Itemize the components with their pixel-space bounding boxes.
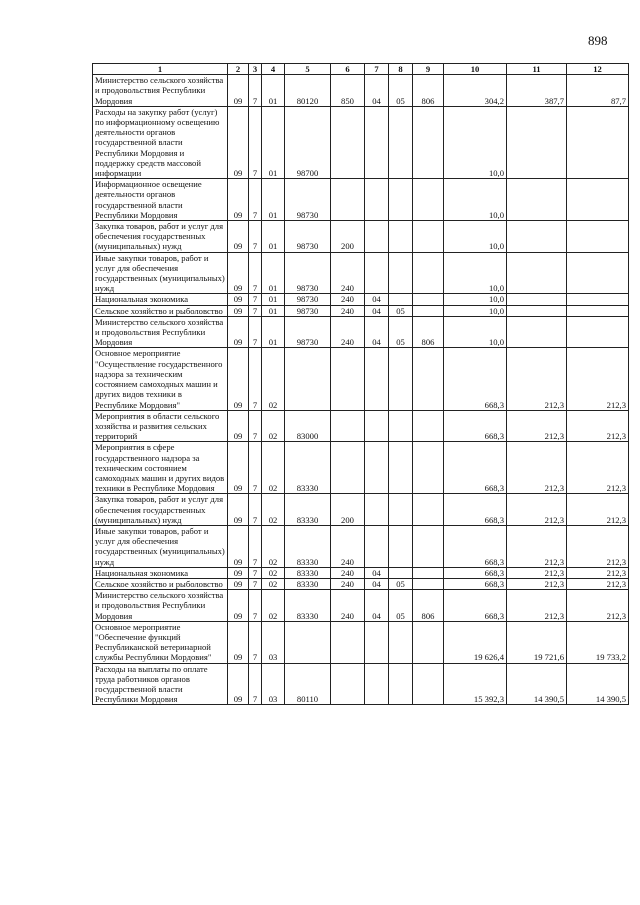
section-cell	[365, 410, 389, 442]
subprogram-cell: 01	[262, 305, 285, 316]
amount-cell: 304,2	[444, 75, 507, 107]
target-article-cell	[285, 348, 331, 410]
expense-type-cell: 240	[331, 567, 365, 578]
target-article-cell: 83330	[285, 567, 331, 578]
expense-type-cell	[331, 621, 365, 663]
subsection-cell: 05	[389, 590, 413, 622]
row-name-cell: Национальная экономика	[93, 567, 228, 578]
program-cell: 7	[249, 410, 262, 442]
program-cell: 7	[249, 578, 262, 589]
section-cell: 04	[365, 305, 389, 316]
amount-cell: 668,3	[444, 578, 507, 589]
expense-type-cell	[331, 663, 365, 705]
kvsr-cell: 09	[228, 442, 249, 494]
amount-cell	[507, 106, 567, 178]
amount-cell	[567, 305, 629, 316]
row-name-cell: Сельское хозяйство и рыболовство	[93, 578, 228, 589]
target-article-cell: 80120	[285, 75, 331, 107]
kvsr-cell: 09	[228, 75, 249, 107]
amount-cell: 14 390,5	[567, 663, 629, 705]
subsection-cell	[389, 567, 413, 578]
expense-type-cell: 240	[331, 252, 365, 294]
subprogram-cell: 03	[262, 663, 285, 705]
table-row	[93, 252, 629, 294]
row-name-cell: Мероприятия в области сельского хозяйства и развития сельских территорий	[93, 410, 228, 442]
subsection-cell	[389, 221, 413, 253]
subprogram-cell: 01	[262, 106, 285, 178]
table-row	[93, 621, 629, 663]
expense-type-cell	[331, 348, 365, 410]
subsection-cell	[389, 410, 413, 442]
section-cell	[365, 221, 389, 253]
expense-type-cell	[331, 442, 365, 494]
amount-cell	[567, 316, 629, 348]
amount-cell: 212,3	[567, 590, 629, 622]
table-row	[93, 106, 629, 178]
program-cell: 7	[249, 179, 262, 221]
kvsr-cell: 09	[228, 252, 249, 294]
header-cell: 10	[444, 64, 507, 75]
grbs-cell	[413, 442, 444, 494]
target-article-cell: 80110	[285, 663, 331, 705]
grbs-cell	[413, 179, 444, 221]
grbs-cell	[413, 578, 444, 589]
amount-cell: 10,0	[444, 305, 507, 316]
target-article-cell: 83000	[285, 410, 331, 442]
program-cell: 7	[249, 567, 262, 578]
expense-type-cell: 240	[331, 525, 365, 567]
expense-type-cell: 200	[331, 494, 365, 526]
program-cell: 7	[249, 106, 262, 178]
amount-cell: 212,3	[567, 348, 629, 410]
target-article-cell: 83330	[285, 590, 331, 622]
table-row	[93, 442, 629, 494]
subsection-cell: 05	[389, 305, 413, 316]
amount-cell	[567, 294, 629, 305]
amount-cell	[507, 305, 567, 316]
amount-cell: 387,7	[507, 75, 567, 107]
table-row	[93, 663, 629, 705]
program-cell: 7	[249, 305, 262, 316]
amount-cell: 212,3	[567, 578, 629, 589]
row-name-cell: Национальная экономика	[93, 294, 228, 305]
row-name-cell: Расходы на закупку работ (услуг) по информационному освещению деятельности органов государственной власти Республики Мордовия и поддержку средств массовой информации	[93, 106, 228, 178]
expense-type-cell	[331, 106, 365, 178]
program-cell: 7	[249, 316, 262, 348]
amount-cell	[567, 179, 629, 221]
grbs-cell	[413, 221, 444, 253]
row-name-cell: Основное мероприятие "Обеспечение функций Республиканской ветеринарной службы Республики Мордовия"	[93, 621, 228, 663]
subprogram-cell: 02	[262, 348, 285, 410]
grbs-cell	[413, 621, 444, 663]
grbs-cell	[413, 567, 444, 578]
target-article-cell: 83330	[285, 525, 331, 567]
program-cell: 7	[249, 75, 262, 107]
amount-cell: 212,3	[567, 494, 629, 526]
grbs-cell: 806	[413, 75, 444, 107]
amount-cell	[567, 221, 629, 253]
header-cell: 2	[228, 64, 249, 75]
header-cell: 3	[249, 64, 262, 75]
subprogram-cell: 02	[262, 525, 285, 567]
subsection-cell	[389, 663, 413, 705]
grbs-cell	[413, 305, 444, 316]
expense-type-cell: 240	[331, 590, 365, 622]
amount-cell	[507, 179, 567, 221]
amount-cell: 668,3	[444, 410, 507, 442]
table-row	[93, 75, 629, 107]
amount-cell: 10,0	[444, 316, 507, 348]
header-cell: 1	[93, 64, 228, 75]
amount-cell: 19 626,4	[444, 621, 507, 663]
kvsr-cell: 09	[228, 567, 249, 578]
header-cell: 7	[365, 64, 389, 75]
subprogram-cell: 02	[262, 590, 285, 622]
row-name-cell: Министерство сельского хозяйства и продовольствия Республики Мордовия	[93, 590, 228, 622]
program-cell: 7	[249, 252, 262, 294]
header-cell: 6	[331, 64, 365, 75]
amount-cell: 10,0	[444, 294, 507, 305]
program-cell: 7	[249, 525, 262, 567]
header-cell: 8	[389, 64, 413, 75]
amount-cell: 668,3	[444, 567, 507, 578]
section-cell	[365, 179, 389, 221]
grbs-cell	[413, 410, 444, 442]
subsection-cell	[389, 348, 413, 410]
row-name-cell: Информационное освещение деятельности органов государственной власти Республики Мордовия	[93, 179, 228, 221]
subsection-cell	[389, 494, 413, 526]
grbs-cell	[413, 294, 444, 305]
header-cell: 12	[567, 64, 629, 75]
section-cell: 04	[365, 316, 389, 348]
table-row	[93, 294, 629, 305]
grbs-cell	[413, 348, 444, 410]
grbs-cell	[413, 252, 444, 294]
amount-cell: 15 392,3	[444, 663, 507, 705]
amount-cell: 212,3	[567, 525, 629, 567]
expense-type-cell: 850	[331, 75, 365, 107]
subsection-cell	[389, 294, 413, 305]
program-cell: 7	[249, 294, 262, 305]
row-name-cell: Основное мероприятие "Осуществление государственного надзора за техническим состоянием самоходных машин и других видов техники в Республике Мордовия"	[93, 348, 228, 410]
subsection-cell	[389, 106, 413, 178]
table-row	[93, 578, 629, 589]
row-name-cell: Сельское хозяйство и рыболовство	[93, 305, 228, 316]
kvsr-cell: 09	[228, 494, 249, 526]
page-number: 898	[588, 33, 608, 48]
kvsr-cell: 09	[228, 621, 249, 663]
kvsr-cell: 09	[228, 348, 249, 410]
amount-cell: 212,3	[567, 442, 629, 494]
table-row	[93, 590, 629, 622]
program-cell: 7	[249, 442, 262, 494]
amount-cell: 212,3	[507, 494, 567, 526]
target-article-cell: 98700	[285, 106, 331, 178]
header-row	[93, 64, 629, 75]
amount-cell: 10,0	[444, 252, 507, 294]
expense-type-cell: 240	[331, 305, 365, 316]
target-article-cell: 98730	[285, 221, 331, 253]
section-cell	[365, 494, 389, 526]
amount-cell: 212,3	[507, 410, 567, 442]
program-cell: 7	[249, 663, 262, 705]
table-row	[93, 179, 629, 221]
table-row	[93, 221, 629, 253]
table-row	[93, 305, 629, 316]
amount-cell	[567, 252, 629, 294]
section-cell: 04	[365, 590, 389, 622]
kvsr-cell: 09	[228, 179, 249, 221]
subprogram-cell: 01	[262, 179, 285, 221]
expense-type-cell: 200	[331, 221, 365, 253]
subprogram-cell: 02	[262, 494, 285, 526]
amount-cell: 212,3	[507, 348, 567, 410]
row-name-cell: Мероприятия в сфере государственного надзора за техническим состоянием самоходных машин и других видов техники в Республике Мордовия	[93, 442, 228, 494]
kvsr-cell: 09	[228, 590, 249, 622]
target-article-cell: 98730	[285, 294, 331, 305]
target-article-cell: 83330	[285, 494, 331, 526]
target-article-cell: 98730	[285, 252, 331, 294]
subsection-cell: 05	[389, 75, 413, 107]
kvsr-cell: 09	[228, 525, 249, 567]
amount-cell: 668,3	[444, 494, 507, 526]
table-row	[93, 567, 629, 578]
subsection-cell	[389, 252, 413, 294]
kvsr-cell: 09	[228, 305, 249, 316]
program-cell: 7	[249, 221, 262, 253]
kvsr-cell: 09	[228, 221, 249, 253]
amount-cell: 668,3	[444, 442, 507, 494]
target-article-cell: 98730	[285, 179, 331, 221]
program-cell: 7	[249, 590, 262, 622]
section-cell	[365, 621, 389, 663]
table-row	[93, 494, 629, 526]
row-name-cell: Иные закупки товаров, работ и услуг для обеспечения государственных (муниципальных) нужд	[93, 252, 228, 294]
subsection-cell	[389, 442, 413, 494]
subprogram-cell: 02	[262, 442, 285, 494]
subsection-cell	[389, 621, 413, 663]
amount-cell: 19 733,2	[567, 621, 629, 663]
section-cell	[365, 442, 389, 494]
grbs-cell: 806	[413, 590, 444, 622]
grbs-cell	[413, 525, 444, 567]
table-row	[93, 410, 629, 442]
row-name-cell: Министерство сельского хозяйства и продовольствия Республики Мордовия	[93, 75, 228, 107]
row-name-cell: Закупка товаров, работ и услуг для обеспечения государственных (муниципальных) нужд	[93, 221, 228, 253]
program-cell: 7	[249, 494, 262, 526]
program-cell: 7	[249, 621, 262, 663]
amount-cell: 10,0	[444, 106, 507, 178]
amount-cell: 10,0	[444, 221, 507, 253]
header-cell: 5	[285, 64, 331, 75]
amount-cell: 668,3	[444, 348, 507, 410]
amount-cell	[567, 106, 629, 178]
subprogram-cell: 01	[262, 221, 285, 253]
budget-table	[92, 63, 629, 705]
amount-cell: 212,3	[507, 442, 567, 494]
expense-type-cell: 240	[331, 578, 365, 589]
amount-cell: 14 390,5	[507, 663, 567, 705]
subsection-cell: 05	[389, 578, 413, 589]
subprogram-cell: 01	[262, 252, 285, 294]
kvsr-cell: 09	[228, 294, 249, 305]
amount-cell	[507, 221, 567, 253]
kvsr-cell: 09	[228, 663, 249, 705]
table-row	[93, 316, 629, 348]
amount-cell: 10,0	[444, 179, 507, 221]
expense-type-cell	[331, 179, 365, 221]
subprogram-cell: 02	[262, 578, 285, 589]
amount-cell	[507, 294, 567, 305]
subprogram-cell: 01	[262, 316, 285, 348]
target-article-cell: 83330	[285, 442, 331, 494]
header-cell: 4	[262, 64, 285, 75]
subprogram-cell: 01	[262, 294, 285, 305]
amount-cell: 212,3	[567, 567, 629, 578]
section-cell	[365, 348, 389, 410]
grbs-cell: 806	[413, 316, 444, 348]
subprogram-cell: 02	[262, 567, 285, 578]
section-cell	[365, 106, 389, 178]
expense-type-cell: 240	[331, 316, 365, 348]
kvsr-cell: 09	[228, 106, 249, 178]
header-cell: 9	[413, 64, 444, 75]
section-cell: 04	[365, 578, 389, 589]
grbs-cell	[413, 494, 444, 526]
table-row	[93, 525, 629, 567]
expense-type-cell	[331, 410, 365, 442]
kvsr-cell: 09	[228, 316, 249, 348]
table-row	[93, 348, 629, 410]
amount-cell: 212,3	[507, 525, 567, 567]
amount-cell: 212,3	[507, 567, 567, 578]
subsection-cell	[389, 525, 413, 567]
amount-cell: 668,3	[444, 590, 507, 622]
amount-cell: 19 721,6	[507, 621, 567, 663]
program-cell: 7	[249, 348, 262, 410]
grbs-cell	[413, 106, 444, 178]
target-article-cell: 83330	[285, 578, 331, 589]
amount-cell: 87,7	[567, 75, 629, 107]
amount-cell: 212,3	[507, 578, 567, 589]
row-name-cell: Закупка товаров, работ и услуг для обеспечения государственных (муниципальных) нужд	[93, 494, 228, 526]
section-cell	[365, 663, 389, 705]
section-cell: 04	[365, 567, 389, 578]
subprogram-cell: 03	[262, 621, 285, 663]
header-cell: 11	[507, 64, 567, 75]
kvsr-cell: 09	[228, 410, 249, 442]
amount-cell: 212,3	[507, 590, 567, 622]
amount-cell	[507, 316, 567, 348]
amount-cell: 668,3	[444, 525, 507, 567]
section-cell: 04	[365, 75, 389, 107]
kvsr-cell: 09	[228, 578, 249, 589]
section-cell	[365, 525, 389, 567]
section-cell	[365, 252, 389, 294]
expense-type-cell: 240	[331, 294, 365, 305]
subprogram-cell: 01	[262, 75, 285, 107]
target-article-cell: 98730	[285, 316, 331, 348]
grbs-cell	[413, 663, 444, 705]
row-name-cell: Иные закупки товаров, работ и услуг для обеспечения государственных (муниципальных) нужд	[93, 525, 228, 567]
target-article-cell: 98730	[285, 305, 331, 316]
row-name-cell: Министерство сельского хозяйства и продовольствия Республики Мордовия	[93, 316, 228, 348]
subprogram-cell: 02	[262, 410, 285, 442]
subsection-cell: 05	[389, 316, 413, 348]
target-article-cell	[285, 621, 331, 663]
section-cell: 04	[365, 294, 389, 305]
subsection-cell	[389, 179, 413, 221]
amount-cell: 212,3	[567, 410, 629, 442]
amount-cell	[507, 252, 567, 294]
row-name-cell: Расходы на выплаты по оплате труда работников органов государственной власти Республики Мордовия	[93, 663, 228, 705]
